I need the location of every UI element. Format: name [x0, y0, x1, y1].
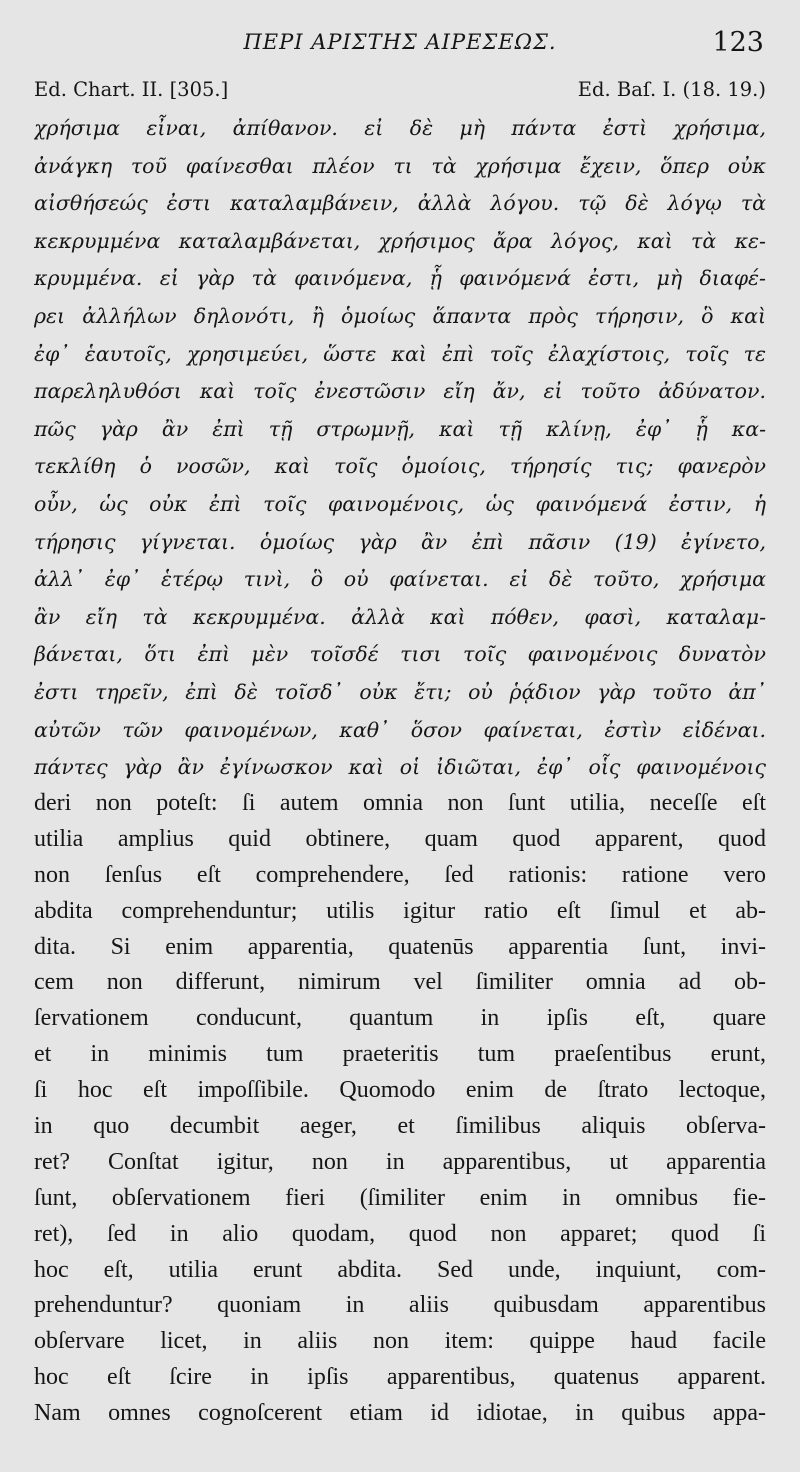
greek-text-line: τεκλίθη ὁ νοσῶν, καὶ τοῖς ὁμοίοις, τήρησίς τις; φανερὸν [34, 454, 766, 479]
greek-text-line: πάντες γὰρ ἂν ἐγίνωσκον καὶ οἱ ἰδιῶται, ἐφ᾽ οἷς φαινομένοις [34, 755, 766, 780]
greek-text-line: οὖν, ὡς οὐκ ἐπὶ τοῖς φαινομένοις, ὡς φαινόμενά ἐστιν, ἡ [34, 491, 766, 516]
edition-reference-bas: Ed. Baſ. I. (18. 19.) [577, 78, 766, 101]
latin-text-line: in quo decumbit aeger, et ſimilibus aliquis obſerva- [34, 1113, 766, 1140]
greek-text-line: ἀλλ᾽ ἐφ᾽ ἑτέρῳ τινὶ, ὃ οὐ φαίνεται. εἰ δὲ τοῦτο, χρήσιμα [34, 567, 766, 592]
latin-text-line: hoc eſt ſcire in ipſis apparentibus, quatenus apparent. [34, 1364, 766, 1391]
greek-text-line: ἐφ᾽ ἑαυτοῖς, χρησιμεύει, ὥστε καὶ ἐπὶ τοῖς ἐλαχίστοις, τοῖς τε [34, 341, 766, 366]
latin-text-line: abdita comprehenduntur; utilis igitur ratio eſt ſimul et ab- [34, 897, 766, 924]
latin-text-line: hoc eſt, utilia erunt abdita. Sed unde, inquiunt, com- [34, 1256, 766, 1283]
latin-text-line: Nam omnes cognoſcerent etiam id idiotae, in quibus appa- [34, 1400, 766, 1427]
latin-text-line: ſervationem conducunt, quantum in ipſis eſt, quare [34, 1005, 766, 1032]
edition-reference-chart: Ed. Chart. II. [305.] [34, 78, 229, 101]
greek-text-line: χρήσιμα εἶναι, ἀπίθανον. εἰ δὲ μὴ πάντα ἐστὶ χρήσιμα, [34, 116, 766, 140]
latin-text-line: cem non differunt, nimirum vel ſimiliter omnia ad ob- [34, 969, 766, 996]
greek-text-block [34, 110, 766, 787]
latin-text-line: deri non poteſt: ſi autem omnia non ſunt utilia, neceſſe eſt [34, 790, 766, 816]
greek-text-line: τήρησις γίγνεται. ὁμοίως γὰρ ἂν ἐπὶ πᾶσιν (19) ἐγίνετο, [34, 529, 766, 554]
page-number: 123 [712, 27, 764, 58]
latin-text-line: utilia amplius quid obtinere, quam quod apparent, quod [34, 825, 766, 852]
edition-references [34, 78, 766, 106]
latin-text-line: ret? Conſtat igitur, non in apparentibus, ut apparentia [34, 1148, 766, 1175]
greek-text-line: ἂν εἴη τὰ κεκρυμμένα. ἀλλὰ καὶ πόθεν, φασὶ, καταλαμ- [34, 604, 766, 629]
latin-text-line: obſervare licet, in aliis non item: quippe haud facile [34, 1328, 766, 1355]
latin-text-line: dita. Si enim apparentia, quatenūs apparentia ſunt, invi- [34, 933, 766, 960]
page-header [0, 27, 800, 64]
greek-text-line: ἐστι τηρεῖν, ἐπὶ δὲ τοῖσδ᾽ οὐκ ἔτι; οὐ ῥᾴδιον γὰρ τοῦτο ἀπ᾽ [34, 679, 766, 704]
greek-text-line: παρεληλυθόσι καὶ τοῖς ἐνεστῶσιν εἴη ἄν, εἰ τοῦτο ἀδύνατον. [34, 379, 766, 404]
greek-text-line: αὐτῶν τῶν φαινομένων, καθ᾽ ὅσον φαίνεται, ἐστὶν εἰδέναι. [34, 717, 766, 742]
greek-text-line: αἰσθήσεώς ἐστι καταλαμβάνειν, ἀλλὰ λόγου. τῷ δὲ λόγῳ τὰ [34, 191, 766, 216]
latin-text-block [34, 786, 766, 1432]
greek-text-line: ἀνάγκη τοῦ φαίνεσθαι πλέον τι τὰ χρήσιμα ἔχειν, ὅπερ οὐκ [34, 153, 766, 178]
latin-text-line: ret), ſed in alio quodam, quod non apparet; quod ſi [34, 1220, 766, 1247]
greek-text-line: βάνεται, ὅτι ἐπὶ μὲν τοῖσδέ τισι τοῖς φαινομένοις δυνατὸν [34, 642, 766, 667]
latin-text-line: ſunt, obſervationem fieri (ſimiliter enim in omnibus fie- [34, 1184, 766, 1211]
latin-text-line: et in minimis tum praeteritis tum praeſentibus erunt, [34, 1041, 766, 1068]
latin-text-line: ſi hoc eſt impoſſibile. Quomodo enim de ſtrato lectoque, [34, 1077, 766, 1104]
greek-text-line: πῶς γὰρ ἂν ἐπὶ τῇ στρωμνῇ, καὶ τῇ κλίνῃ, ἐφ᾽ ᾗ κα- [34, 416, 766, 441]
greek-text-line: κεκρυμμένα καταλαμβάνεται, χρήσιμος ἄρα λόγος, καὶ τὰ κε- [34, 228, 766, 253]
latin-text-line: non ſenſus eſt comprehendere, ſed rationis: ratione vero [34, 861, 766, 888]
latin-text-line: prehenduntur? quoniam in aliis quibusdam apparentibus [34, 1292, 766, 1319]
greek-text-line: ρει ἀλλήλων δηλονότι, ἢ ὁμοίως ἅπαντα πρὸς τήρησιν, ὃ καὶ [34, 303, 766, 328]
running-title: ΠΕΡΙ ΑΡΙΣΤΗΣ ΑΙΡΕΣΕΩΣ. [243, 30, 557, 54]
greek-text-line: κρυμμένα. εἰ γὰρ τὰ φαινόμενα, ᾗ φαινόμενά ἐστι, μὴ διαφέ- [34, 266, 766, 291]
